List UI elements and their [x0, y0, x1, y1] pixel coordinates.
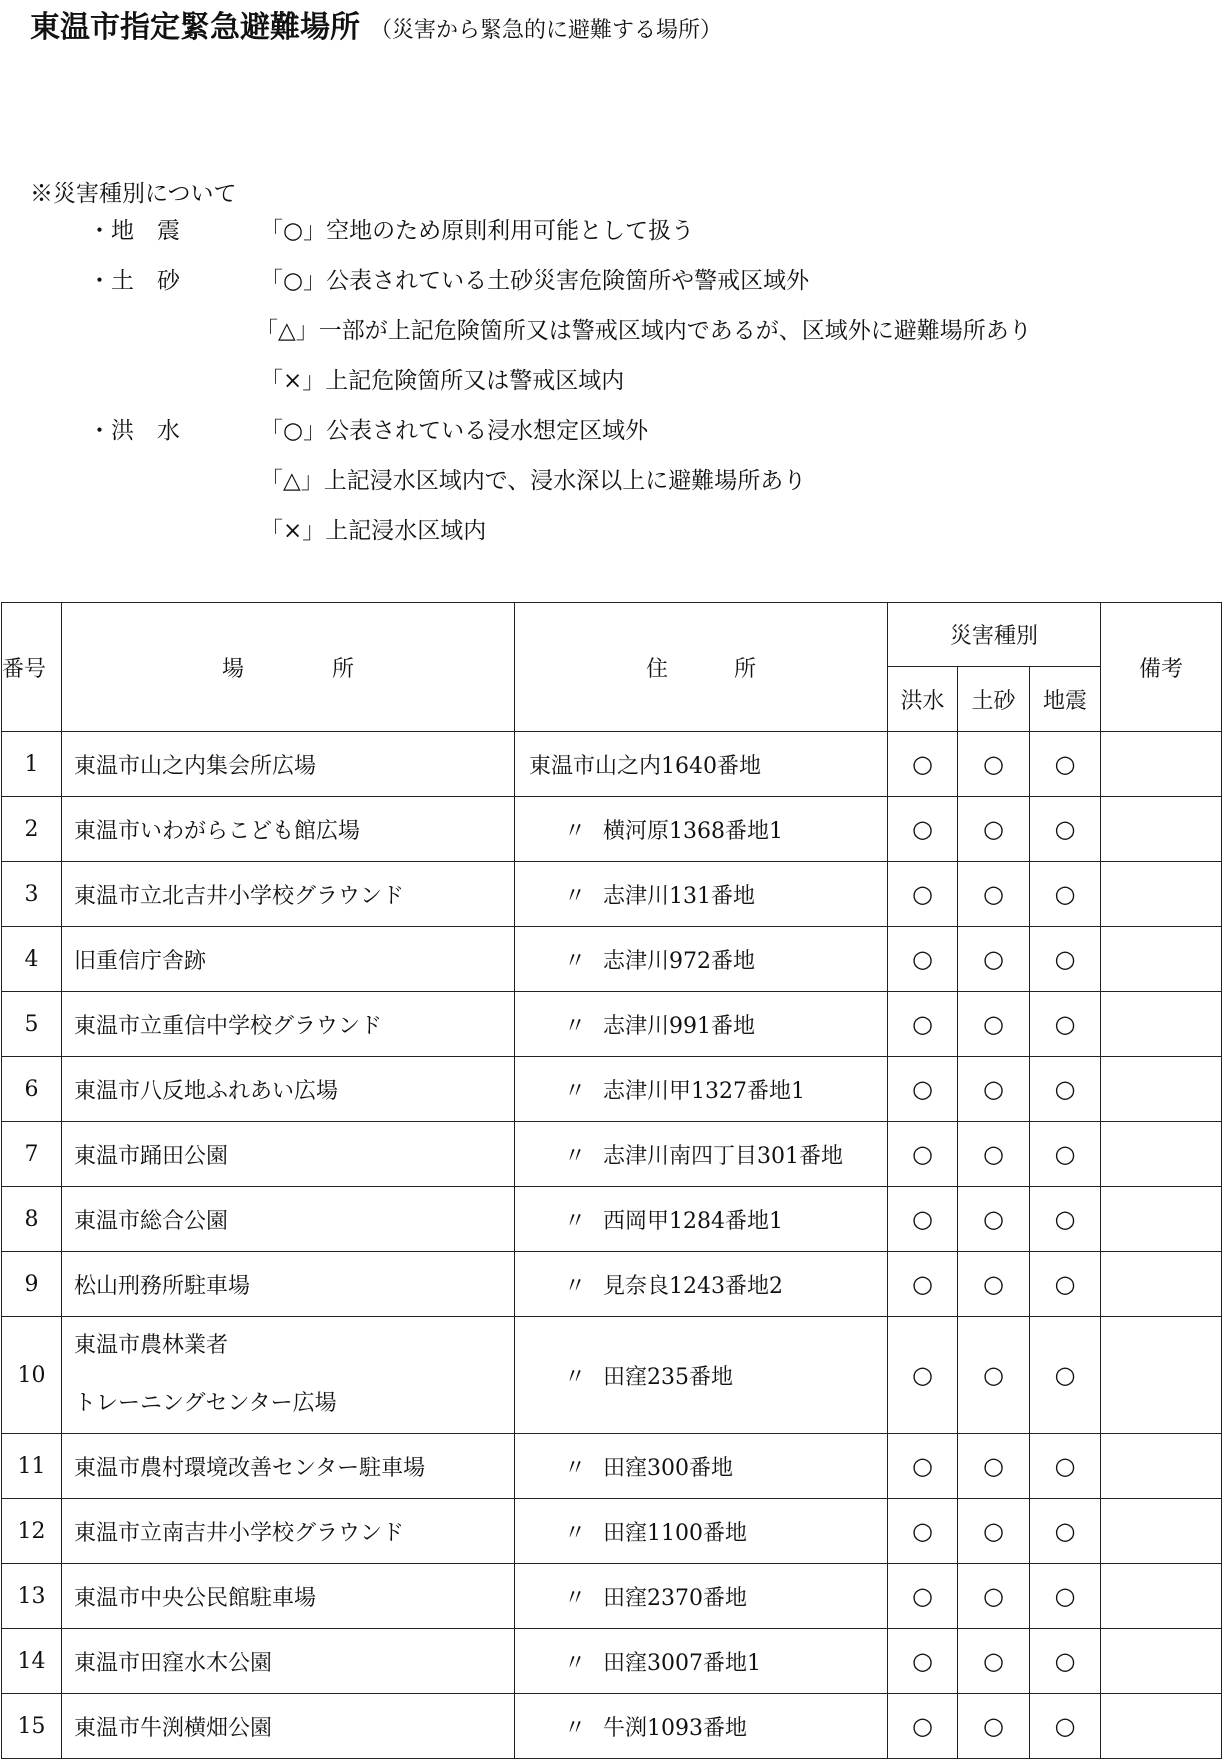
ditto-mark: 〃 [563, 1715, 586, 1741]
legend-description: 「×」上記浸水区域内 [260, 518, 487, 544]
flood-mark: ○ [888, 1122, 958, 1187]
address-cell [515, 927, 888, 992]
legend-description: 「△」一部が上記危険箇所又は警戒区域内であるが、区域外に避難場所あり [255, 318, 1032, 344]
row-number: 11 [2, 1434, 62, 1499]
address-text: 東温市山之内1640番地 [529, 753, 761, 779]
notes-cell [1101, 1187, 1222, 1252]
flood-mark: ○ [888, 1434, 958, 1499]
ditto-mark: 〃 [563, 1273, 586, 1299]
earthquake-mark: ○ [1030, 1629, 1101, 1694]
flood-mark: ○ [888, 862, 958, 927]
ditto-mark: 〃 [563, 1143, 586, 1169]
flood-mark: ○ [888, 1317, 958, 1434]
legend-heading: ※災害種別について [30, 181, 237, 207]
address-cell [515, 1057, 888, 1122]
place-name [62, 1694, 515, 1759]
address-cell [515, 1317, 888, 1434]
table-row [2, 1122, 1222, 1187]
landslide-mark: ○ [958, 1057, 1030, 1122]
notes-cell [1101, 927, 1222, 992]
address-text: 志津川131番地 [603, 883, 755, 909]
place-name [62, 1057, 515, 1122]
table-row [2, 862, 1222, 927]
row-number: 12 [2, 1499, 62, 1564]
landslide-mark: ○ [958, 1629, 1030, 1694]
table-row [2, 1434, 1222, 1499]
place-name [62, 1434, 515, 1499]
earthquake-mark: ○ [1030, 1434, 1101, 1499]
place-name [62, 862, 515, 927]
address-cell [515, 992, 888, 1057]
header-flood: 洪水 [888, 667, 958, 732]
notes-cell [1101, 1252, 1222, 1317]
place-name-line: 東温市総合公園 [74, 1208, 229, 1234]
notes-cell [1101, 732, 1222, 797]
header-earthquake: 地震 [1030, 667, 1101, 732]
header-place: 場 所 [62, 603, 515, 732]
row-number: 2 [2, 797, 62, 862]
address-cell [515, 1564, 888, 1629]
address-text: 田窪2370番地 [603, 1585, 747, 1611]
address-cell [515, 1252, 888, 1317]
notes-cell [1101, 1122, 1222, 1187]
address-text: 田窪1100番地 [603, 1520, 747, 1546]
notes-cell [1101, 1434, 1222, 1499]
earthquake-mark: ○ [1030, 1564, 1101, 1629]
table-row [2, 732, 1222, 797]
place-name-line: 東温市山之内集会所広場 [74, 753, 317, 779]
landslide-mark: ○ [958, 992, 1030, 1057]
landslide-mark: ○ [958, 1122, 1030, 1187]
place-name-line: トレーニングセンター広場 [74, 1391, 337, 1416]
landslide-mark: ○ [958, 1187, 1030, 1252]
notes-cell [1101, 992, 1222, 1057]
notes-cell [1101, 1629, 1222, 1694]
header-address: 住 所 [515, 603, 888, 732]
row-number: 4 [2, 927, 62, 992]
notes-cell [1101, 1694, 1222, 1759]
notes-cell [1101, 862, 1222, 927]
earthquake-mark: ○ [1030, 927, 1101, 992]
table-row [2, 1694, 1222, 1759]
address-cell [515, 1122, 888, 1187]
place-name-line: 旧重信庁舎跡 [74, 948, 207, 974]
notes-cell [1101, 1317, 1222, 1434]
ditto-mark: 〃 [563, 1078, 586, 1104]
address-text: 西岡甲1284番地1 [603, 1208, 783, 1234]
landslide-mark: ○ [958, 862, 1030, 927]
notes-cell [1101, 1057, 1222, 1122]
place-name [62, 1187, 515, 1252]
ditto-mark: 〃 [563, 1364, 586, 1390]
place-name [62, 1122, 515, 1187]
ditto-mark: 〃 [563, 1455, 586, 1481]
header-number: 番号 [2, 603, 62, 732]
address-text: 牛渕1093番地 [603, 1715, 747, 1741]
ditto-mark: 〃 [563, 1520, 586, 1546]
place-name [62, 1252, 515, 1317]
address-text: 田窪3007番地1 [603, 1650, 761, 1676]
notes-cell [1101, 1499, 1222, 1564]
place-name-line: 東温市中央公民館駐車場 [74, 1585, 317, 1611]
landslide-mark: ○ [958, 1252, 1030, 1317]
address-text: 志津川甲1327番地1 [603, 1078, 805, 1104]
table-row [2, 1187, 1222, 1252]
address-cell [515, 732, 888, 797]
row-number: 8 [2, 1187, 62, 1252]
flood-mark: ○ [888, 1629, 958, 1694]
legend-category: ・地 震 [88, 218, 180, 244]
header-disaster-type: 災害種別 [888, 603, 1101, 667]
address-cell [515, 797, 888, 862]
place-name [62, 927, 515, 992]
earthquake-mark: ○ [1030, 862, 1101, 927]
place-name [62, 1629, 515, 1694]
table-row [2, 1629, 1222, 1694]
legend-description: 「△」上記浸水区域内で、浸水深以上に避難場所あり [260, 468, 807, 494]
place-name-line: 東温市踊田公園 [74, 1143, 229, 1169]
earthquake-mark: ○ [1030, 797, 1101, 862]
address-text: 志津川972番地 [603, 948, 755, 974]
document-subtitle: （災害から緊急的に避難する場所） [370, 18, 723, 43]
place-name-line: 東温市牛渕横畑公園 [74, 1715, 273, 1741]
landslide-mark: ○ [958, 1694, 1030, 1759]
place-name-line: 東温市農村環境改善センター駐車場 [74, 1455, 426, 1481]
earthquake-mark: ○ [1030, 1187, 1101, 1252]
place-name-line: 東温市立南吉井小学校グラウンド [74, 1520, 405, 1546]
address-cell [515, 1187, 888, 1252]
address-text: 見奈良1243番地2 [603, 1273, 783, 1299]
landslide-mark: ○ [958, 1317, 1030, 1434]
address-text: 田窪235番地 [603, 1364, 733, 1390]
flood-mark: ○ [888, 1694, 958, 1759]
flood-mark: ○ [888, 1187, 958, 1252]
place-name-line: 東温市立北吉井小学校グラウンド [74, 883, 405, 909]
ditto-mark: 〃 [563, 818, 586, 844]
ditto-mark: 〃 [563, 1650, 586, 1676]
document-title: 東温市指定緊急避難場所 [30, 10, 360, 45]
flood-mark: ○ [888, 1564, 958, 1629]
place-name [62, 1499, 515, 1564]
ditto-mark: 〃 [563, 1208, 586, 1234]
address-cell [515, 1629, 888, 1694]
place-name [62, 1564, 515, 1629]
earthquake-mark: ○ [1030, 1499, 1101, 1564]
landslide-mark: ○ [958, 1434, 1030, 1499]
legend-category: ・洪 水 [88, 418, 180, 444]
address-text: 横河原1368番地1 [603, 818, 783, 844]
row-number: 13 [2, 1564, 62, 1629]
legend-description: 「○」空地のため原則利用可能として扱う [260, 218, 695, 244]
place-name-line: 東温市田窪水木公園 [74, 1650, 273, 1676]
table-row [2, 1252, 1222, 1317]
ditto-mark: 〃 [563, 948, 586, 974]
legend-description: 「○」公表されている土砂災害危険箇所や警戒区域外 [260, 268, 810, 294]
place-name-line: 松山刑務所駐車場 [74, 1273, 251, 1299]
place-name [62, 1317, 515, 1434]
earthquake-mark: ○ [1030, 1694, 1101, 1759]
flood-mark: ○ [888, 992, 958, 1057]
earthquake-mark: ○ [1030, 732, 1101, 797]
flood-mark: ○ [888, 1252, 958, 1317]
address-cell [515, 862, 888, 927]
row-number: 14 [2, 1629, 62, 1694]
header-notes: 備考 [1101, 603, 1222, 732]
address-cell [515, 1694, 888, 1759]
landslide-mark: ○ [958, 732, 1030, 797]
flood-mark: ○ [888, 797, 958, 862]
address-cell [515, 1434, 888, 1499]
address-text: 志津川南四丁目301番地 [603, 1143, 843, 1169]
earthquake-mark: ○ [1030, 1252, 1101, 1317]
place-name [62, 797, 515, 862]
legend-description: 「○」公表されている浸水想定区域外 [260, 418, 649, 444]
address-cell [515, 1499, 888, 1564]
landslide-mark: ○ [958, 1564, 1030, 1629]
landslide-mark: ○ [958, 797, 1030, 862]
table-row [2, 1564, 1222, 1629]
table-row [2, 797, 1222, 862]
evacuation-site-table [1, 602, 1222, 1759]
landslide-mark: ○ [958, 927, 1030, 992]
row-number: 1 [2, 732, 62, 797]
legend-category: ・土 砂 [88, 268, 180, 294]
place-name-line: 東温市農林業者 [74, 1333, 229, 1358]
earthquake-mark: ○ [1030, 1122, 1101, 1187]
place-name [62, 732, 515, 797]
notes-cell [1101, 797, 1222, 862]
ditto-mark: 〃 [563, 883, 586, 909]
flood-mark: ○ [888, 1057, 958, 1122]
ditto-mark: 〃 [563, 1013, 586, 1039]
earthquake-mark: ○ [1030, 1317, 1101, 1434]
row-number: 7 [2, 1122, 62, 1187]
ditto-mark: 〃 [563, 1585, 586, 1611]
row-number: 5 [2, 992, 62, 1057]
address-text: 志津川991番地 [603, 1013, 755, 1039]
row-number: 3 [2, 862, 62, 927]
landslide-mark: ○ [958, 1499, 1030, 1564]
place-name-line: 東温市八反地ふれあい広場 [74, 1078, 339, 1104]
table-row [2, 1057, 1222, 1122]
place-name-line: 東温市いわがらこども館広場 [74, 818, 361, 844]
earthquake-mark: ○ [1030, 1057, 1101, 1122]
place-name [62, 992, 515, 1057]
header-landslide: 土砂 [958, 667, 1030, 732]
table-row [2, 927, 1222, 992]
table-row [2, 1317, 1222, 1434]
row-number: 9 [2, 1252, 62, 1317]
document-title-line [30, 2, 722, 46]
flood-mark: ○ [888, 927, 958, 992]
row-number: 10 [2, 1317, 62, 1434]
earthquake-mark: ○ [1030, 992, 1101, 1057]
flood-mark: ○ [888, 1499, 958, 1564]
flood-mark: ○ [888, 732, 958, 797]
table-row [2, 992, 1222, 1057]
place-name-line: 東温市立重信中学校グラウンド [74, 1013, 383, 1039]
row-number: 6 [2, 1057, 62, 1122]
legend-description: 「×」上記危険箇所又は警戒区域内 [260, 368, 625, 394]
table-row [2, 1499, 1222, 1564]
row-number: 15 [2, 1694, 62, 1759]
address-text: 田窪300番地 [603, 1455, 733, 1481]
notes-cell [1101, 1564, 1222, 1629]
